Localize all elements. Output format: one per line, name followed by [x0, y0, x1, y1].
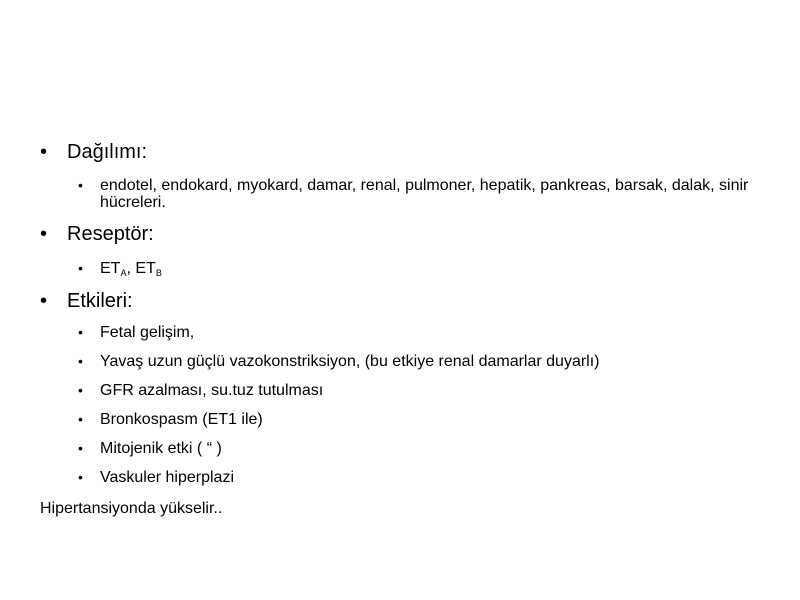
receptor-types: [100, 260, 780, 277]
distribution-text: endotel, endokard, myokard, damar, renal, pulmoner, hepatik, pankreas, barsak, dalak, sinir hücreleri.: [100, 177, 749, 211]
effect-text: Vaskuler hiperplazi: [100, 469, 234, 486]
bullet-dot: •: [40, 141, 48, 163]
footer-note: Hipertansiyonda yükselir..: [40, 500, 223, 517]
sub-bullet-dot: •: [78, 353, 83, 369]
effect-text: Bronkospasm (ET1 ile): [100, 411, 263, 428]
sub-bullet-dot: •: [78, 177, 83, 193]
effect-text: GFR azalması, su.tuz tutulması: [100, 382, 324, 399]
sub-bullet-dot: •: [78, 382, 83, 398]
sub-bullet-dot: •: [78, 469, 83, 485]
heading-effects: Etkileri:: [67, 290, 133, 312]
effect-text: Mitojenik etki ( “ ): [100, 440, 222, 457]
heading-receptor: Reseptör:: [67, 223, 154, 245]
receptor-b-subscript: B: [155, 268, 162, 278]
receptor-separator: ,: [126, 260, 136, 277]
effect-text: Yavaş uzun güçlü vazokonstriksiyon, (bu etkiye renal damarlar duyarlı): [100, 353, 600, 370]
effect-text: Fetal gelişim,: [100, 324, 195, 341]
sub-bullet-dot: •: [78, 440, 83, 456]
bullet-dot: •: [40, 223, 48, 245]
receptor-b-prefix: ET: [135, 260, 156, 277]
receptor-a-subscript: A: [120, 268, 127, 278]
sub-bullet-dot: •: [78, 411, 83, 427]
sub-bullet-dot: •: [78, 324, 83, 340]
sub-bullet-dot: •: [78, 260, 83, 276]
heading-distribution: Dağılımı:: [67, 141, 148, 163]
bullet-dot: •: [40, 290, 48, 312]
receptor-a-prefix: ET: [100, 260, 121, 277]
